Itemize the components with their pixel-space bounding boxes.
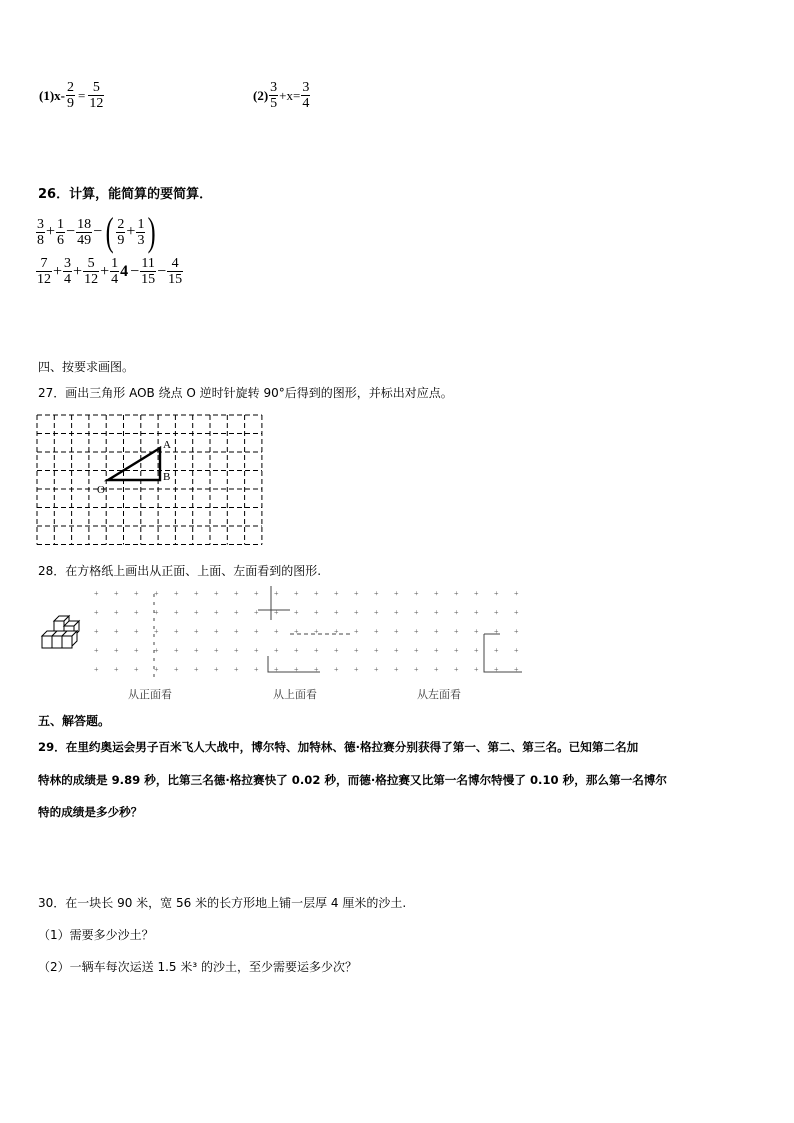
grid-dot: + [334,646,339,655]
grid-dot: + [474,627,479,636]
grid-dot: + [434,608,439,617]
grid-dot: + [114,646,119,655]
grid-dot: + [474,646,479,655]
grid-dot: + [214,665,219,674]
grid-dot: + [254,646,259,655]
grid-dot: + [254,589,259,598]
grid-dot: + [494,646,499,655]
grid-dot: + [114,608,119,617]
grid-dot: + [334,589,339,598]
operator: − [66,223,76,240]
q29-line-1: 29．在里约奥运会男子百米飞人大战中，博尔特、加特林、德·格拉赛分别获得了第一、第二、第三名。已知第二名加 [38,740,639,754]
grid-dot: + [454,627,459,636]
grid-dot: + [274,665,279,674]
grid-dot: + [274,608,279,617]
frac: $\frac{2}{9}$ [117,216,125,248]
grid-dot: + [234,589,239,598]
grid-dot: + [314,627,319,636]
eq2-fraction-1: $\frac{3}{5}$ [270,80,278,111]
grid-dot: + [394,627,399,636]
grid-dot: + [254,608,259,617]
grid-dot: + [94,627,99,636]
frac: $\frac{11}{15}$ [141,256,156,287]
grid-dot: + [154,608,159,617]
grid-dot: + [354,646,359,655]
grid-dot: + [514,665,519,674]
q27-grid-figure [36,414,268,548]
grid-dot: + [134,608,139,617]
grid-dot: + [334,627,339,636]
grid-dot: + [474,608,479,617]
q26-title: 26．计算，能简算的要简算． [38,187,213,202]
caption-left-view: 从左面看 [417,688,461,701]
grid-dot: + [294,665,299,674]
triangle-aob [108,448,160,480]
frac: $\frac{18}{49}$ [77,216,92,248]
grid-dot: + [94,665,99,674]
grid-dot: + [254,665,259,674]
grid-dot: + [294,627,299,636]
grid-dot: + [234,646,239,655]
right-paren: ) [148,209,157,254]
grid-dot: + [234,608,239,617]
grid-dot: + [354,665,359,674]
grid-dot: + [374,665,379,674]
grid-dot: + [494,627,499,636]
grid-dot: + [354,589,359,598]
frac: $\frac{1}{3}$ [137,216,145,248]
grid-dot: + [194,665,199,674]
eq1-fraction-2: $\frac{5}{12}$ [89,80,104,111]
grid-dot: + [374,627,379,636]
grid-dot: + [434,627,439,636]
grid-dot: + [134,589,139,598]
q29-line-2: 特林的成绩是 9.89 秒，比第三名德·格拉赛快了 0.02 秒，而德·格拉赛又比第一名博尔特慢了 0.10 秒，那么第一名博尔 [38,773,667,787]
grid-dot: + [214,589,219,598]
grid-dot: + [454,646,459,655]
grid-dot: + [494,608,499,617]
q30-text: 30．在一块长 90 米，宽 56 米的长方形地上铺一层厚 4 厘米的沙土. [38,896,407,910]
cube-stack-figure [38,612,94,654]
grid-dot: + [414,627,419,636]
grid-dot: + [294,589,299,598]
operator: − [157,262,167,280]
section-4-heading: 四、按要求画图。 [38,360,135,374]
grid-dot: + [494,665,499,674]
grid-dot: + [434,665,439,674]
grid-dot: + [134,627,139,636]
grid-dot: + [234,665,239,674]
q28-dot-grid [90,586,530,682]
grid-dot: + [174,665,179,674]
operator: + [46,223,56,240]
grid-dot: + [514,608,519,617]
grid-dot: + [174,589,179,598]
eq2-fraction-2: $\frac{3}{4}$ [302,80,310,111]
operator: + [53,262,63,280]
operator: − [93,223,103,240]
grid-dot: + [214,627,219,636]
grid-dot: + [154,646,159,655]
number: 4 [120,262,129,280]
eq1-prefix: (1)x- [39,87,65,103]
eq2-mid: +x= [279,87,301,103]
grid-dot: + [514,646,519,655]
grid-dot: + [154,627,159,636]
grid-dot: + [234,627,239,636]
grid-dot: + [94,646,99,655]
grid-dot: + [294,646,299,655]
grid-dot: + [114,627,119,636]
operator: + [126,223,136,240]
grid-dot: + [314,665,319,674]
grid-dot: + [434,589,439,598]
grid-dot: + [274,627,279,636]
q26-expression-1 [36,209,159,254]
grid-dot: + [314,646,319,655]
grid-dot: + [114,589,119,598]
grid-dot: + [494,589,499,598]
label-o: O [97,484,105,496]
grid-dot: + [394,665,399,674]
frac: $\frac{3}{4}$ [64,256,72,287]
frac: $\frac{7}{12}$ [37,256,51,287]
q30-sub-2: （2）一辆车每次运送 1.5 米³ 的沙土，至少需要运多少次？ [38,960,357,974]
grid-dot: + [334,608,339,617]
frac: $\frac{5}{12}$ [84,256,99,287]
grid-dot: + [314,608,319,617]
grid-dot: + [394,608,399,617]
grid-dot: + [174,608,179,617]
left-paren: ( [105,209,114,254]
grid-dot: + [154,589,159,598]
operator: + [73,262,83,280]
grid-dot: + [354,608,359,617]
grid-dot: + [134,646,139,655]
label-a: A [163,439,171,451]
grid-dot: + [194,589,199,598]
grid-dot: + [214,608,219,617]
operator: + [100,262,110,280]
caption-front-view: 从正面看 [128,688,172,701]
grid-dot: + [154,665,159,674]
eq2-prefix: (2) [253,87,269,103]
operator: − [130,262,140,280]
grid-dot: + [114,665,119,674]
grid-dot: + [174,627,179,636]
grid-dot: + [394,589,399,598]
grid-dot: + [174,646,179,655]
grid-dot: + [194,608,199,617]
grid-dot: + [274,589,279,598]
grid-dot: + [434,646,439,655]
q30-sub-1: （1）需要多少沙土？ [38,928,154,942]
eq1-equals: = [78,87,86,103]
frac: $\frac{4}{15}$ [168,256,183,287]
frac: $\frac{3}{8}$ [37,216,44,248]
grid-dot: + [334,665,339,674]
grid-dot: + [414,589,419,598]
equation-1 [38,80,104,111]
grid-dot: + [374,646,379,655]
caption-top-view: 从上面看 [273,688,317,701]
grid-dot: + [134,665,139,674]
equation-2 [252,80,310,111]
q28-text: 28．在方格纸上画出从正面、上面、左面看到的图形. [38,564,322,578]
section-5-heading: 五、解答题。 [38,714,111,728]
grid-dot: + [454,608,459,617]
grid-dot: + [294,608,299,617]
grid-dot: + [94,589,99,598]
grid-dot: + [374,608,379,617]
grid-dot: + [214,646,219,655]
grid-dot: + [274,646,279,655]
grid-dot: + [314,589,319,598]
grid-dot: + [394,646,399,655]
eq1-fraction-1: $\frac{2}{9}$ [67,80,74,111]
grid-dot: + [194,646,199,655]
grid-dot: + [354,627,359,636]
grid-dot: + [194,627,199,636]
grid-dot: + [94,608,99,617]
grid-dot: + [254,627,259,636]
label-b: B [163,471,171,483]
frac: $\frac{1}{6}$ [57,216,65,248]
grid-dot: + [474,589,479,598]
grid-dot: + [474,665,479,674]
q29-line-3: 特的成绩是多少秒？ [38,805,143,819]
q27-text: 27．画出三角形 AOB 绕点 O 逆时针旋转 90°后得到的图形，并标出对应点。 [38,386,453,400]
grid-dot: + [414,646,419,655]
grid-dot: + [454,589,459,598]
grid-dot: + [514,589,519,598]
q26-expression-2 [36,256,183,287]
grid-dot: + [514,627,519,636]
frac: $\frac{1}{4}$ [111,256,119,287]
grid-dot: + [414,665,419,674]
grid-dot: + [414,608,419,617]
grid-dot: + [454,665,459,674]
grid-dot: + [374,589,379,598]
